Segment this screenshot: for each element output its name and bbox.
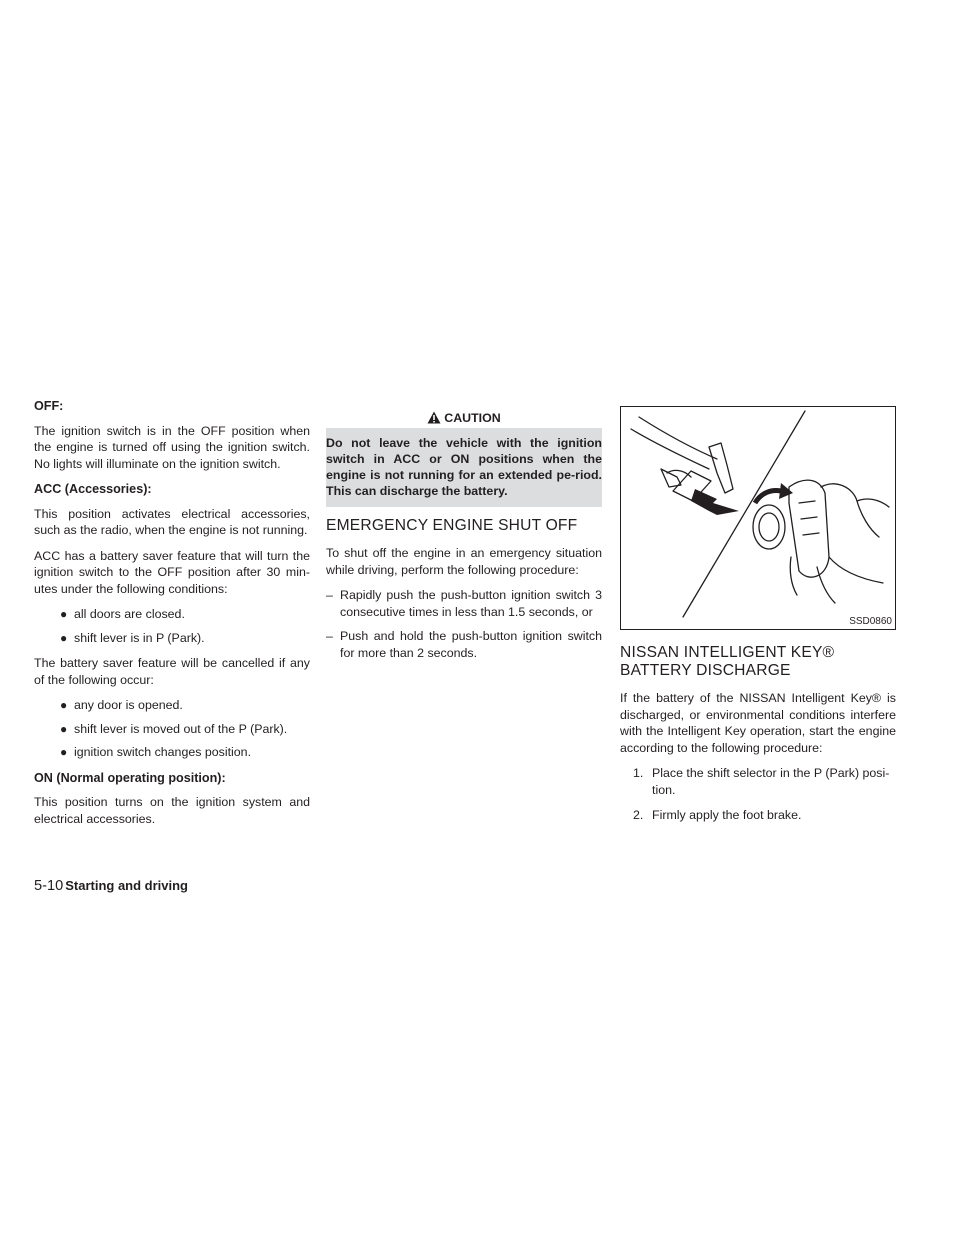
- warning-icon: [427, 410, 441, 430]
- list-item: – Rapidly push the push-button ignition switch 3 consecutive times in less than 1.5 seconds, or: [326, 588, 602, 619]
- key-fob-drawing: [621, 407, 895, 629]
- section-title: Starting and driving: [65, 878, 189, 893]
- list-item: 1. Place the shift selector in the P (Park) posi-tion.: [633, 766, 890, 797]
- emergency-list: [326, 587, 602, 661]
- page-number: 5-10: [34, 878, 64, 894]
- figure-code: SSD0860: [849, 616, 892, 627]
- bullet-icon: ●: [60, 721, 68, 736]
- acc-description: This position activates electrical accessories, such as the radio, when the engine is not running.: [34, 506, 310, 537]
- page-footer: [34, 877, 188, 895]
- bullet-icon: ●: [60, 745, 68, 759]
- caution-header: [326, 408, 602, 428]
- bullet-icon: ●: [60, 607, 68, 621]
- procedure-steps: [620, 765, 896, 824]
- emergency-heading: EMERGENCY ENGINE SHUT OFF: [326, 517, 578, 534]
- bullet-icon: ●: [60, 698, 68, 712]
- on-description: This position turns on the ignition system and electrical accessories.: [34, 795, 310, 826]
- key-battery-intro: If the battery of the NISSAN Intelligent Key® is discharged, or environmental conditions interfere with the Intelligent Key operation, start the engine according to the following procedure:: [620, 691, 896, 755]
- caution-text: Do not leave the vehicle with the ignition switch in ACC or ON positions when the engine is not running for an extended pe-riod. This can discharge the battery.: [326, 436, 602, 498]
- acc-saver-description: ACC has a battery saver feature that will turn the ignition switch to the OFF position after 30 min-utes under the following conditions:: [34, 548, 310, 596]
- list-item: ● all doors are closed.: [60, 607, 185, 621]
- off-heading: OFF:: [34, 399, 64, 413]
- on-heading: ON (Normal operating position):: [34, 770, 226, 785]
- right-column: [620, 396, 896, 833]
- list-item: ● shift lever is in P (Park).: [60, 630, 205, 645]
- list-item: – Push and hold the push-button ignition switch for more than 2 seconds.: [326, 629, 602, 660]
- acc-conditions-list: [34, 606, 310, 646]
- emergency-intro: To shut off the engine in an emergency situation while driving, perform the following procedure:: [326, 546, 602, 577]
- key-battery-heading: [620, 644, 896, 680]
- list-item: ● any door is opened.: [60, 698, 183, 712]
- list-item: ● ignition switch changes position.: [60, 745, 252, 759]
- key-battery-heading-line2: BATTERY DISCHARGE: [620, 662, 791, 679]
- cancel-conditions-list: [34, 697, 310, 761]
- caution-title: CAUTION: [444, 411, 501, 425]
- list-item: ● shift lever is moved out of the P (Park).: [60, 721, 288, 736]
- intelligent-key-illustration: [620, 406, 896, 630]
- cancel-description: The battery saver feature will be cancelled if any of the following occur:: [34, 656, 310, 687]
- key-battery-heading-line1: NISSAN INTELLIGENT KEY®: [620, 644, 835, 661]
- left-column: [34, 398, 310, 836]
- bullet-icon: ●: [60, 630, 68, 645]
- list-item: 2. Firmly apply the foot brake.: [633, 808, 802, 822]
- caution-box: [326, 408, 602, 507]
- off-description: The ignition switch is in the OFF position when the engine is turned off using the ignition switch. No lights will illuminate on the ignition switch.: [34, 423, 310, 471]
- acc-heading: ACC (Accessories):: [34, 482, 152, 496]
- middle-column: [326, 398, 602, 669]
